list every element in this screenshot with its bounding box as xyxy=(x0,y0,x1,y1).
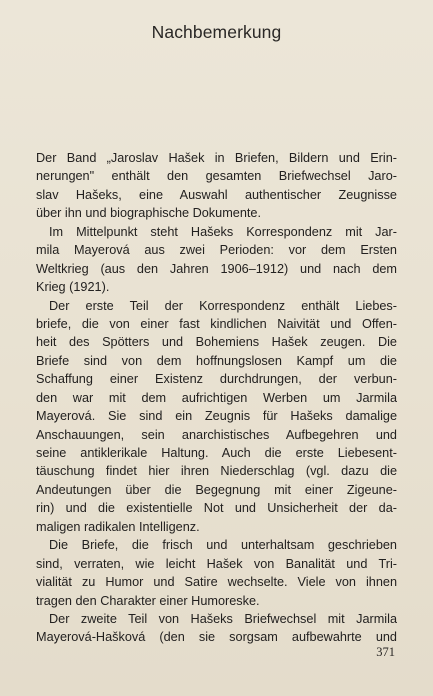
text-line: tragen den Charakter einer Humoreske. xyxy=(36,593,260,608)
text-line: sind, verraten, wie leicht Hašek von Banalität und Tri- xyxy=(36,556,397,571)
text-line: Der Band „Jaroslav Hašek in Briefen, Bildern und Erin- xyxy=(36,151,397,165)
text-line: Schaffung einer Existenz durchdrungen, der verbun- xyxy=(36,372,397,387)
text-line: Der erste Teil der Korrespondenz enthält Liebes- xyxy=(49,298,397,313)
text-line: seine antiklerikale Haltung. Auch die erste Liebesent- xyxy=(36,446,397,460)
body-text xyxy=(36,149,397,647)
text-line: Krieg (1921). xyxy=(36,280,110,295)
chapter-title: Nachbemerkung xyxy=(151,22,282,42)
text-line: Weltkrieg (aus den Jahren 1906–1912) und nach dem xyxy=(36,261,397,276)
text-line: Briefe sind von dem hoffnungslosen Kampf um die xyxy=(36,353,397,368)
text-line: über ihn und biographische Dokumente. xyxy=(36,206,261,221)
text-line: Die Briefe, die frisch und unterhaltsam geschrieben xyxy=(49,538,397,553)
page-number: 371 xyxy=(376,645,395,659)
text-line: briefe, die von einer fast kindlichen Naivität und Offen- xyxy=(36,316,397,331)
text-line: Im Mittelpunkt steht Hašeks Korrespondenz mit Jar- xyxy=(49,224,397,239)
text-line: Mayerová-Hašková (den sie sorgsam aufbewahrte und xyxy=(36,630,397,645)
text-line: rin) und die existentielle Not und Unsicherheit der da- xyxy=(36,501,397,516)
text-line: nerungen" enthält den gesamten Briefwechsel Jaro- xyxy=(36,169,397,184)
text-line: Der zweite Teil von Hašeks Briefwechsel mit Jarmila xyxy=(49,611,397,626)
text-line: täuschung findet hier ihren Niederschlag (vgl. dazu die xyxy=(36,464,397,479)
text-line: vialität zu Humor und Satire wechselte. Viele von ihnen xyxy=(36,575,397,590)
text-line: heit des Spötters und Bohemiens Hašek zeugen. Die xyxy=(36,335,397,350)
text-line: Andeutungen über die Begegnung mit einer Zigeune- xyxy=(36,482,397,497)
text-line: maligen radikalen Intelligenz. xyxy=(36,519,200,534)
text-line: Anschauungen, sein anarchistisches Aufbegehren und xyxy=(36,427,397,442)
text-line: slav Hašeks, eine Auswahl authentischer Zeugnisse xyxy=(36,187,397,202)
text-line: mila Mayerová aus zwei Perioden: vor dem Ersten xyxy=(36,243,397,258)
text-line: Mayerová. Sie sind ein Zeugnis für Hašeks damalige xyxy=(36,409,397,424)
text-line: den war mit dem aufrichtigen Werben um Jarmila xyxy=(36,390,397,405)
